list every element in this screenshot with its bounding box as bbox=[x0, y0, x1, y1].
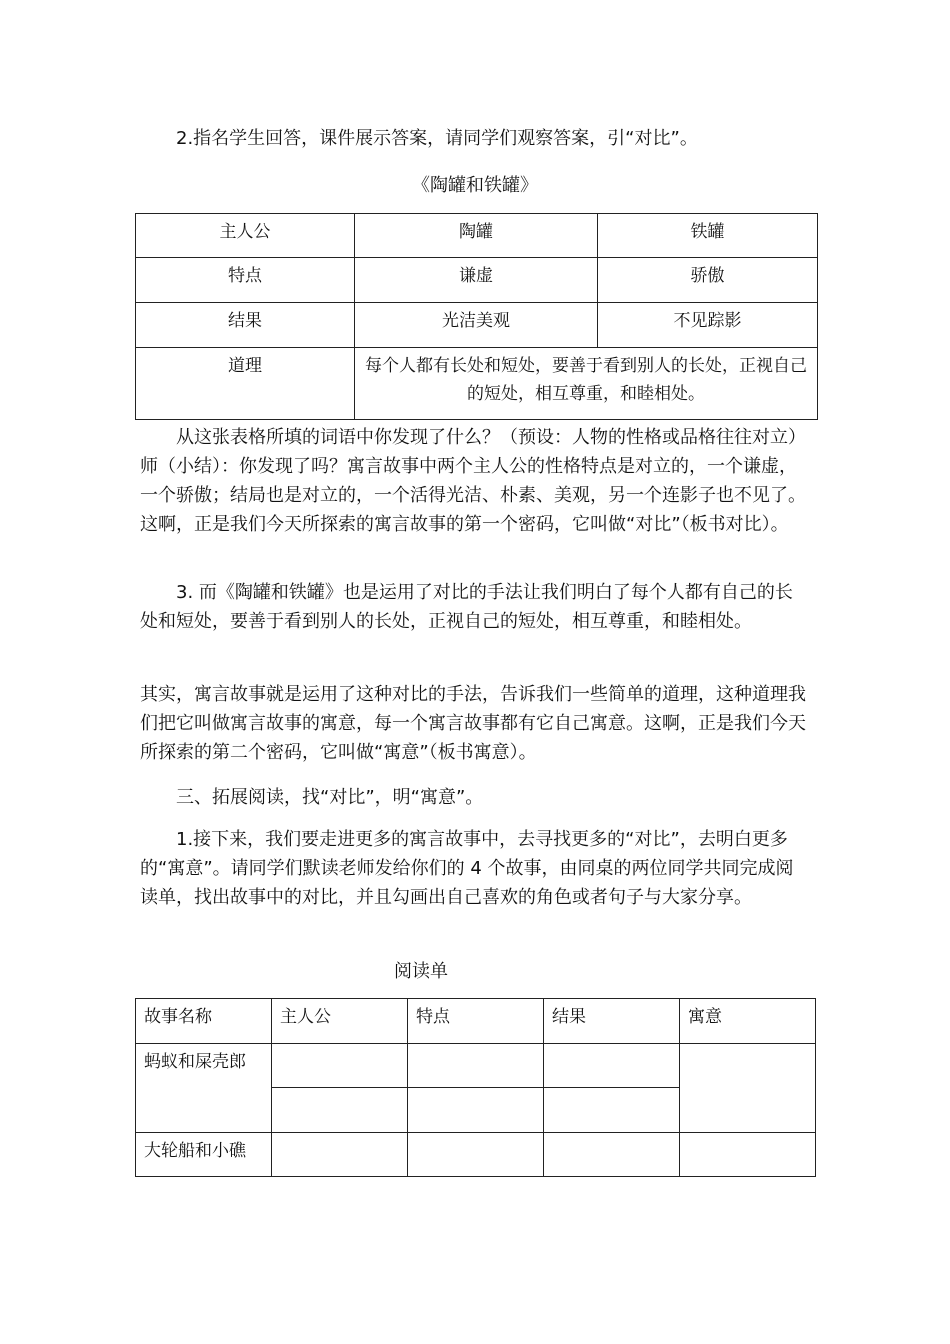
header-cell: 寓意 bbox=[680, 999, 816, 1044]
story-name-cell: 大轮船和小礁 bbox=[136, 1133, 272, 1177]
header-cell: 故事名称 bbox=[136, 999, 272, 1044]
header-cell: 主人公 bbox=[272, 999, 408, 1044]
table-header-row bbox=[136, 999, 816, 1044]
reading-sheet-table bbox=[135, 998, 816, 1177]
table-cell: 铁罐 bbox=[598, 214, 818, 258]
section-heading: 三、拓展阅读，找“对比”，明“寓意”。 bbox=[176, 787, 484, 808]
table-cell: 光洁美观 bbox=[355, 303, 598, 348]
blank-cell bbox=[408, 1044, 544, 1088]
blank-cell bbox=[544, 1088, 680, 1133]
table-row bbox=[136, 214, 818, 258]
table-row bbox=[136, 258, 818, 303]
table-cell: 骄傲 bbox=[598, 258, 818, 303]
blank-cell bbox=[272, 1088, 408, 1133]
blank-cell bbox=[680, 1044, 816, 1133]
paragraph-moral: 3. 而《陶罐和铁罐》也是运用了对比的手法让我们明白了每个人都有自己的长处和短处，要善于看到别人的长处，正视自己的短处，相互尊重，和睦相处。 bbox=[140, 582, 793, 632]
story-name-cell: 蚂蚁和屎壳郎 bbox=[136, 1044, 272, 1133]
blank-cell bbox=[544, 1133, 680, 1177]
table-row bbox=[136, 348, 818, 420]
table-cell: 结果 bbox=[136, 303, 355, 348]
table-row bbox=[136, 1133, 816, 1177]
header-cell: 特点 bbox=[408, 999, 544, 1044]
table1-title: 《陶罐和铁罐》 bbox=[412, 175, 538, 196]
table-cell: 特点 bbox=[136, 258, 355, 303]
blank-cell bbox=[544, 1044, 680, 1088]
blank-cell bbox=[408, 1133, 544, 1177]
table-cell: 主人公 bbox=[136, 214, 355, 258]
moral-label: 道理 bbox=[136, 348, 355, 420]
table-cell: 谦虚 bbox=[355, 258, 598, 303]
comparison-table bbox=[135, 213, 818, 420]
table-row bbox=[136, 1044, 816, 1088]
blank-cell bbox=[272, 1133, 408, 1177]
blank-cell bbox=[272, 1044, 408, 1088]
paragraph-discovery: 从这张表格所填的词语中你发现了什么？（预设：人物的性格或品格往往对立）师（小结）：你发现了吗？寓言故事中两个主人公的性格特点是对立的，一个谦虚，一个骄傲；结局也是对立的，一个活得光洁、朴素、美观，另一个连影子也不见了。这啊，正是我们今天所探索的寓言故事的第一个密码，它叫做“对比”（板书对比）。 bbox=[140, 427, 806, 535]
paragraph-activity: 1.接下来，我们要走进更多的寓言故事中，去寻找更多的“对比”，去明白更多的“寓意”。请同学们默读老师发给你们的 4 个故事，由同桌的两位同学共同完成阅读单，找出故事中的对比，并且勾画出自己喜欢的角色或者句子与大家分享。 bbox=[140, 829, 794, 908]
moral-text: 每个人都有长处和短处，要善于看到别人的长处，正视自己的短处，相互尊重，和睦相处。 bbox=[355, 348, 818, 420]
paragraph-explanation: 其实，寓言故事就是运用了这种对比的手法，告诉我们一些简单的道理，这种道理我们把它叫做寓言故事的寓意，每一个寓言故事都有它自己寓意。这啊，正是我们今天所探索的第二个密码，它叫做“寓意”（板书寓意）。 bbox=[140, 684, 806, 763]
table2-title: 阅读单 bbox=[394, 961, 448, 982]
table-cell: 陶罐 bbox=[355, 214, 598, 258]
blank-cell bbox=[680, 1133, 816, 1177]
header-cell: 结果 bbox=[544, 999, 680, 1044]
table-row bbox=[136, 303, 818, 348]
table-cell: 不见踪影 bbox=[598, 303, 818, 348]
paragraph-instruction: 2.指名学生回答，课件展示答案，请同学们观察答案，引“对比”。 bbox=[176, 128, 698, 149]
blank-cell bbox=[408, 1088, 544, 1133]
